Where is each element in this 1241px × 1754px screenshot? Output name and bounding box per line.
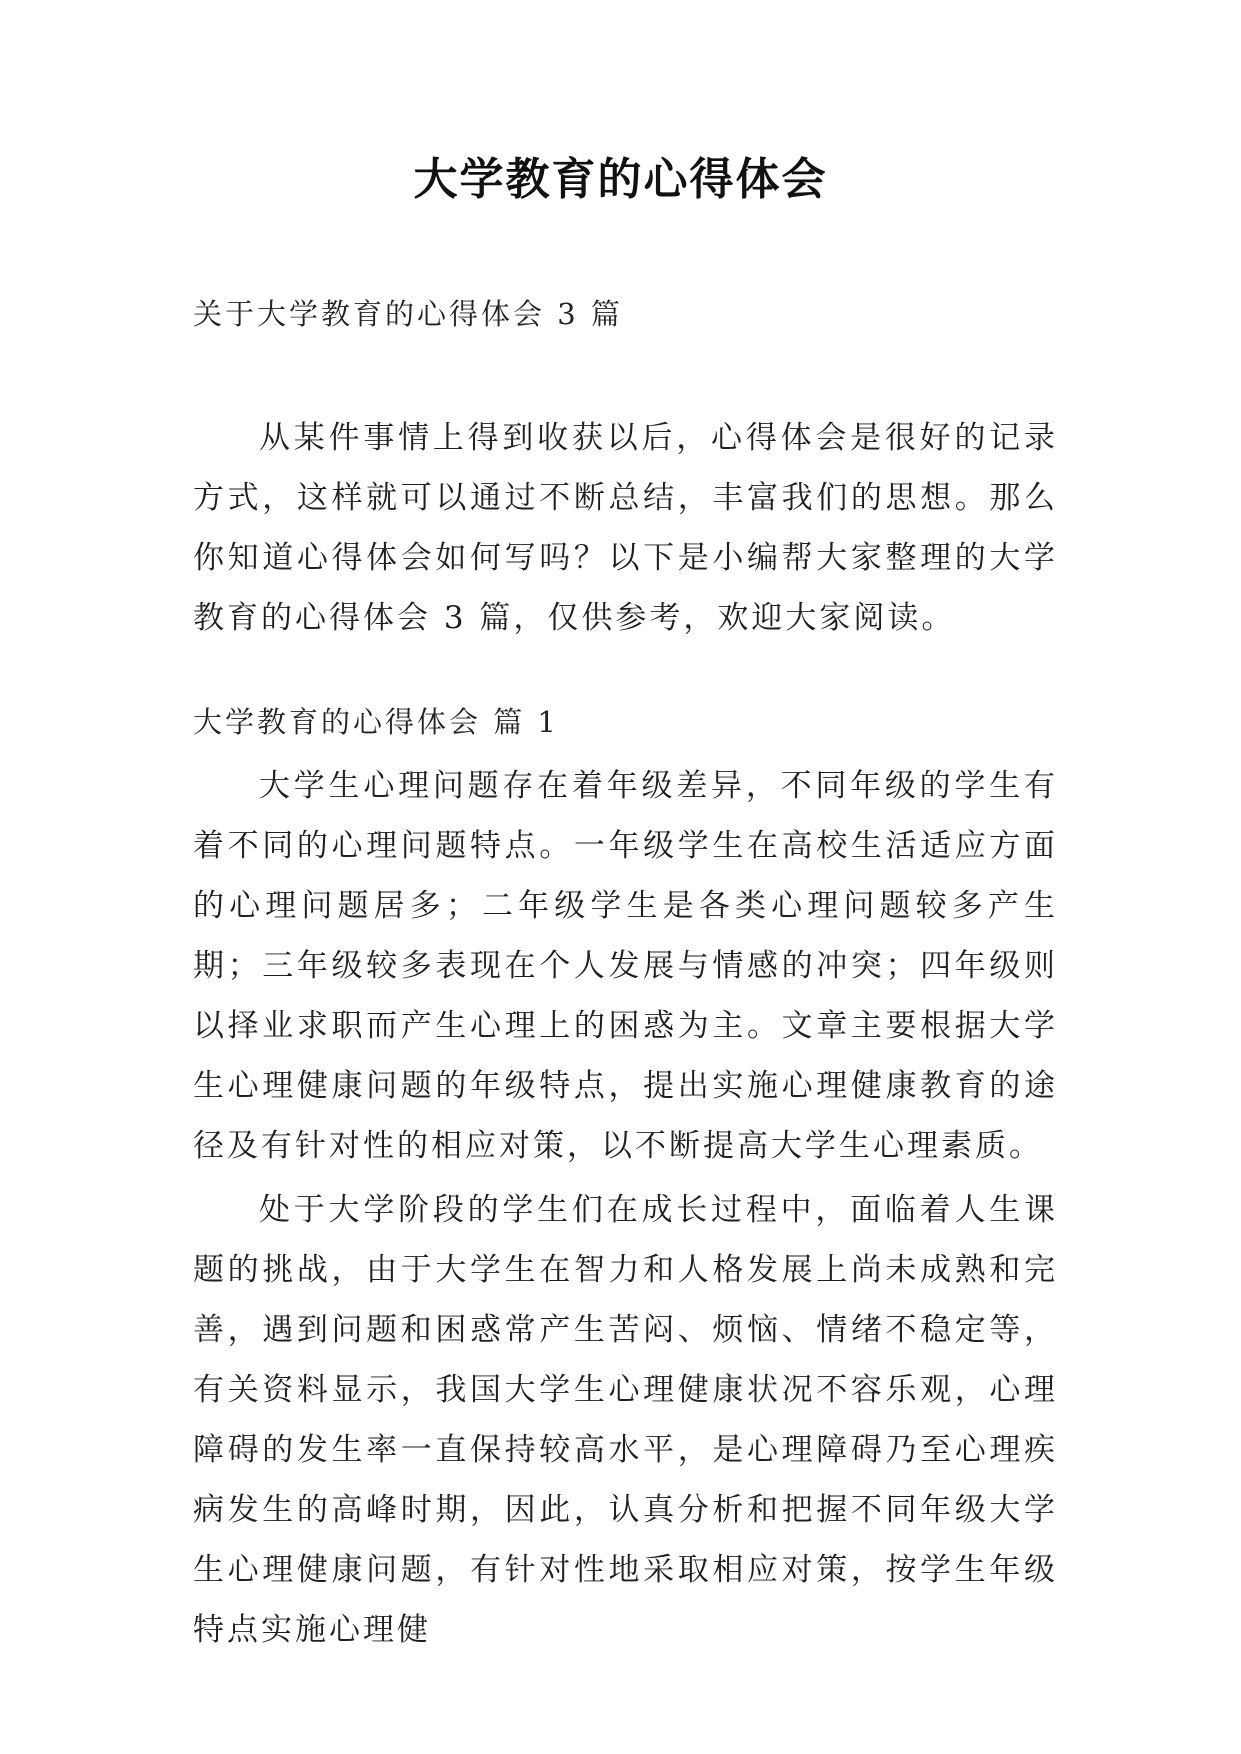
body-paragraph-2: 处于大学阶段的学生们在成长过程中，面临着人生课题的挑战，由于大学生在智力和人格发展上尚未成熟和完善，遇到问题和困惑常产生苦闷、烦恼、情绪不稳定等，有关资料显示，我国大学生心理健康状况不容乐观，心理障碍的发生率一直保持较高水平，是心理障碍乃至心理疾病发生的高峰时期，因此，认真分析和把握不同年级大学生心理健康问题，有针对性地采取相应对策，按学生年级特点实施心理健 <box>193 1192 1058 1648</box>
intro-paragraph: 从某件事情上得到收获以后，心得体会是很好的记录方式，这样就可以通过不断总结，丰富我们的思想。那么你知道心得体会如何写吗？以下是小编帮大家整理的大学教育的心得体会 3 篇，仅供参考，欢迎大家阅读。 <box>193 420 1058 636</box>
body-paragraph-1: 大学生心理问题存在着年级差异，不同年级的学生有着不同的心理问题特点。一年级学生在高校生活适应方面的心理问题居多；二年级学生是各类心理问题较多产生期；三年级较多表现在个人发展与情感的冲突；四年级则以择业求职而产生心理上的困惑为主。文章主要根据大学生心理健康问题的年级特点，提出实施心理健康教育的途径及有针对性的相应对策，以不断提高大学生心理素质。 <box>193 768 1058 1164</box>
section-heading-part-1: 大学教育的心得体会 篇 1 <box>193 705 559 739</box>
document-title: 大学教育的心得体会 <box>413 154 828 205</box>
document-subtitle: 关于大学教育的心得体会 3 篇 <box>193 297 623 331</box>
